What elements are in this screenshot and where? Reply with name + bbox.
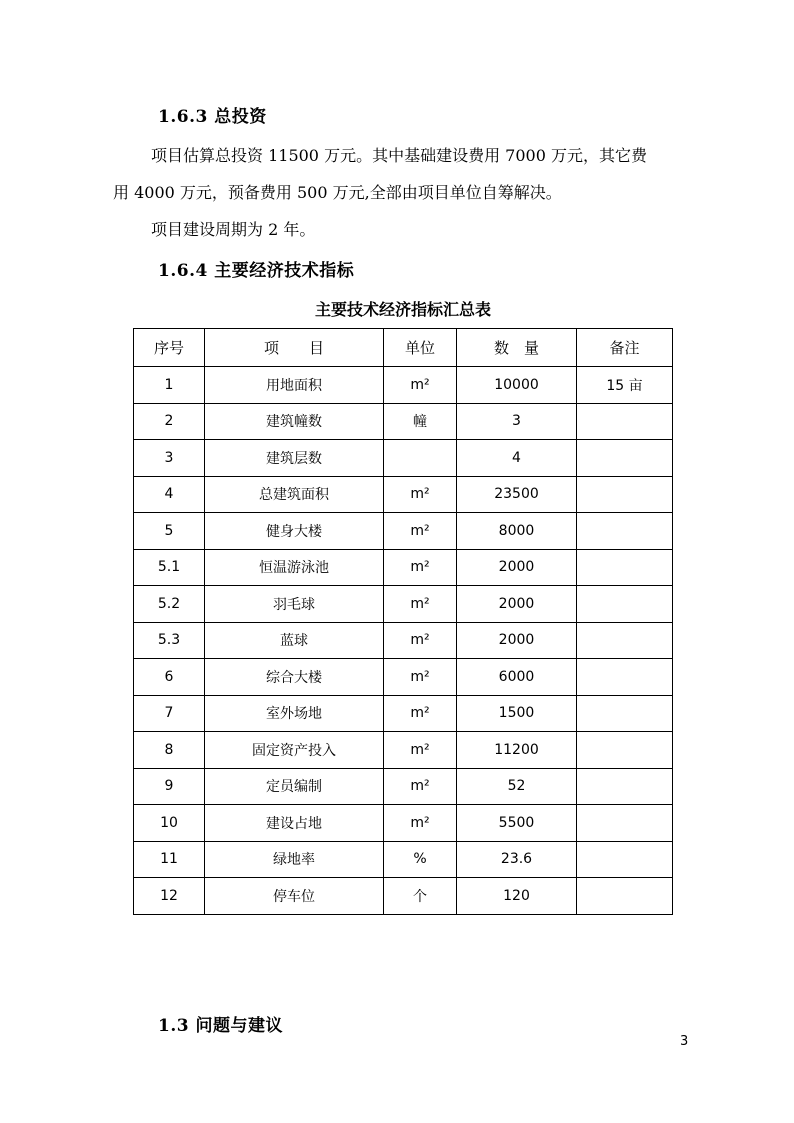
cell-unit: m²	[384, 659, 457, 696]
cell-remarks	[577, 768, 673, 805]
cell-serial: 2	[134, 403, 205, 440]
cell-quantity: 8000	[457, 513, 577, 550]
cell-item: 综合大楼	[205, 659, 384, 696]
cell-serial: 4	[134, 476, 205, 513]
cell-item: 绿地率	[205, 841, 384, 878]
cell-remarks: 15 亩	[577, 367, 673, 404]
section-heading-1-3: 1.3 问题与建议	[158, 1016, 283, 1036]
table-row	[134, 805, 673, 842]
cell-unit: m²	[384, 695, 457, 732]
cell-serial: 1	[134, 367, 205, 404]
section-heading-1-6-3: 1.6.3 总投资	[158, 107, 267, 127]
cell-quantity: 2000	[457, 586, 577, 623]
table-row	[134, 732, 673, 769]
header-serial: 序号	[134, 329, 205, 367]
cell-unit: 幢	[384, 403, 457, 440]
cell-item: 总建筑面积	[205, 476, 384, 513]
cell-serial: 5.2	[134, 586, 205, 623]
cell-remarks	[577, 513, 673, 550]
cell-serial: 8	[134, 732, 205, 769]
header-unit: 单位	[384, 329, 457, 367]
cell-unit: 个	[384, 878, 457, 915]
table-row	[134, 878, 673, 915]
cell-serial: 6	[134, 659, 205, 696]
cell-unit: m²	[384, 805, 457, 842]
cell-unit: m²	[384, 732, 457, 769]
page-number: 3	[680, 1034, 689, 1049]
table-row	[134, 768, 673, 805]
cell-remarks	[577, 440, 673, 477]
header-quantity: 数 量	[457, 329, 577, 367]
cell-serial: 5.1	[134, 549, 205, 586]
indicator-summary-table	[133, 328, 673, 915]
cell-serial: 3	[134, 440, 205, 477]
table-row	[134, 622, 673, 659]
table-row	[134, 586, 673, 623]
cell-serial: 12	[134, 878, 205, 915]
table-row	[134, 695, 673, 732]
cell-unit	[384, 440, 457, 477]
table-row	[134, 841, 673, 878]
cell-unit: m²	[384, 367, 457, 404]
header-item: 项 目	[205, 329, 384, 367]
cell-item: 定员编制	[205, 768, 384, 805]
cell-quantity: 4	[457, 440, 577, 477]
table-row	[134, 367, 673, 404]
construction-period-text: 项目建设周期为 2 年。	[151, 220, 316, 239]
cell-quantity: 5500	[457, 805, 577, 842]
cell-remarks	[577, 732, 673, 769]
table-header-row	[134, 329, 673, 367]
cell-item: 建筑层数	[205, 440, 384, 477]
cell-remarks	[577, 841, 673, 878]
cell-quantity: 2000	[457, 549, 577, 586]
table-row	[134, 440, 673, 477]
header-remarks: 备注	[577, 329, 673, 367]
cell-unit: m²	[384, 513, 457, 550]
cell-quantity: 11200	[457, 732, 577, 769]
cell-quantity: 120	[457, 878, 577, 915]
cell-remarks	[577, 476, 673, 513]
cell-item: 蓝球	[205, 622, 384, 659]
cell-item: 室外场地	[205, 695, 384, 732]
cell-quantity: 2000	[457, 622, 577, 659]
cell-quantity: 6000	[457, 659, 577, 696]
cell-remarks	[577, 586, 673, 623]
cell-unit: m²	[384, 622, 457, 659]
section-heading-1-6-4: 1.6.4 主要经济技术指标	[158, 261, 355, 281]
cell-unit: m²	[384, 549, 457, 586]
cell-remarks	[577, 403, 673, 440]
investment-paragraph-line-2: 用 4000 万元，预备费用 500 万元,全部由项目单位自筹解决。	[113, 183, 562, 202]
table-row	[134, 403, 673, 440]
cell-quantity: 52	[457, 768, 577, 805]
cell-item: 恒温游泳池	[205, 549, 384, 586]
cell-unit: %	[384, 841, 457, 878]
cell-item: 羽毛球	[205, 586, 384, 623]
cell-quantity: 23500	[457, 476, 577, 513]
investment-paragraph-line-1: 项目估算总投资 11500 万元。其中基础建设费用 7000 万元，其它费	[151, 146, 647, 165]
table-row	[134, 659, 673, 696]
cell-remarks	[577, 549, 673, 586]
cell-unit: m²	[384, 586, 457, 623]
table-row	[134, 513, 673, 550]
cell-serial: 5	[134, 513, 205, 550]
table-caption: 主要技术经济指标汇总表	[314, 300, 491, 319]
table-row	[134, 549, 673, 586]
cell-serial: 7	[134, 695, 205, 732]
cell-item: 建设占地	[205, 805, 384, 842]
cell-item: 建筑幢数	[205, 403, 384, 440]
cell-serial: 11	[134, 841, 205, 878]
cell-item: 固定资产投入	[205, 732, 384, 769]
cell-item: 用地面积	[205, 367, 384, 404]
cell-quantity: 23.6	[457, 841, 577, 878]
cell-remarks	[577, 878, 673, 915]
cell-remarks	[577, 659, 673, 696]
table-row	[134, 476, 673, 513]
cell-unit: m²	[384, 768, 457, 805]
cell-quantity: 3	[457, 403, 577, 440]
cell-serial: 5.3	[134, 622, 205, 659]
cell-item: 健身大楼	[205, 513, 384, 550]
cell-remarks	[577, 622, 673, 659]
cell-unit: m²	[384, 476, 457, 513]
cell-quantity: 1500	[457, 695, 577, 732]
cell-serial: 9	[134, 768, 205, 805]
cell-serial: 10	[134, 805, 205, 842]
cell-remarks	[577, 695, 673, 732]
cell-remarks	[577, 805, 673, 842]
cell-quantity: 10000	[457, 367, 577, 404]
cell-item: 停车位	[205, 878, 384, 915]
